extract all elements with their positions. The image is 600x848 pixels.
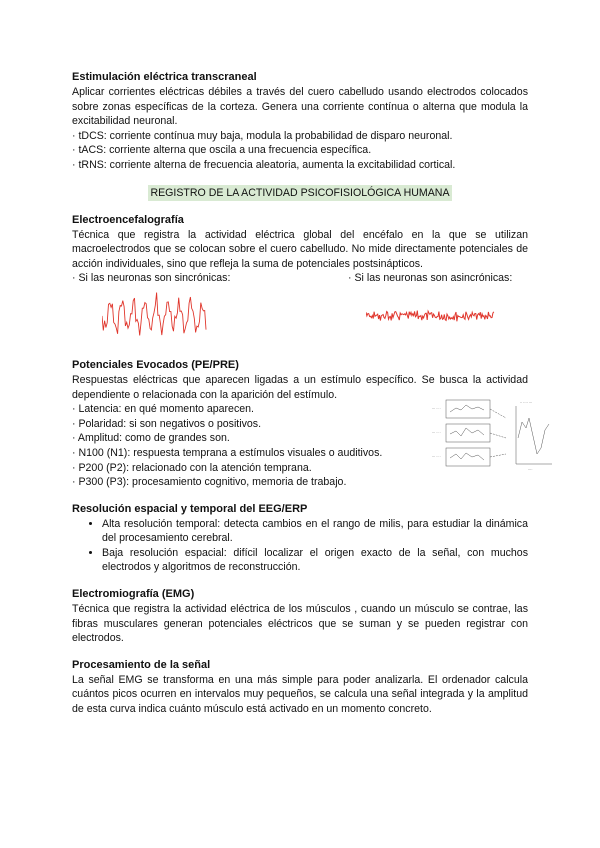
- sync-label: · Si las neuronas son sincrónicas:: [72, 272, 231, 285]
- list-item: · P300 (P3): procesamiento cognitivo, memoria de trabajo.: [72, 476, 347, 489]
- erp-figure-image: [430, 398, 554, 474]
- section-title: Procesamiento de la señal: [72, 658, 211, 671]
- section-emg: [72, 587, 528, 646]
- svg-text:··· ·· ·: ··· ·· ·: [432, 454, 441, 459]
- section-resolucion: [72, 502, 528, 575]
- list-item: · Polaridad: si son negativos o positivos.: [72, 417, 262, 430]
- bullet-list: [72, 517, 528, 575]
- section-banner: REGISTRO DE LA ACTIVIDAD PSICOFISIOLÓGICA HUMANA: [150, 186, 450, 199]
- section-eeg: [72, 213, 528, 358]
- svg-text:··· ·· ·: ··· ·· ·: [432, 430, 441, 435]
- section-title: Estimulación eléctrica transcraneal: [72, 71, 257, 83]
- paragraph: Técnica que registra la actividad eléctrica de los músculos , cuando un músculo se contrae, las fibras musculares generan potenciales eléctricos que se suman y se pueden registrar con electrodos.: [72, 603, 528, 645]
- paragraph: La señal EMG se transforma en una más simple para poder analizarla. El ordenador calcula cuántos picos ocurren en intervalos muy pequeños, se calcula una señal integrada y la amplitud de esta curva indica cuánto músculo está activado en un momento concreto.: [72, 673, 528, 716]
- eeg-labels-row: [72, 271, 528, 286]
- section-title: Electroencefalografía: [72, 213, 184, 226]
- paragraph: Aplicar corrientes eléctricas débiles a través del cuero cabelludo usando electrodos colocados sobre zonas específicas de la corteza. Genera una corriente contínua o alterna que modula la excitabilidad neuronal.: [72, 86, 528, 128]
- asynchronous-wave-image: [366, 296, 496, 336]
- list-item: · tACS: corriente alterna que oscila a una frecuencia específica.: [72, 144, 372, 157]
- section-estimulacion: [72, 70, 528, 173]
- list-item: · P200 (P2): relacionado con la atención temprana.: [72, 461, 312, 474]
- list-item: · Latencia: en qué momento aparecen.: [72, 403, 254, 416]
- list-item: · N100 (N1): respuesta temprana a estímulos visuales o auditivos.: [72, 446, 383, 459]
- eeg-waves: [72, 286, 528, 358]
- paragraph: Respuestas eléctricas que aparecen ligadas a un estímulo específico. Se busca la actividad dependiente o relacionada con la aparición del estímulo.: [72, 373, 528, 401]
- page-content: [72, 70, 533, 717]
- paragraph: Técnica que registra la actividad eléctrica global del encéfalo en la que se utilizan macroelectrodos que se colocan sobre el cuero cabelludo. No mide directamente potenciales de acción individuales, sino que refleja la suma de potenciales postsinápticos.: [72, 228, 528, 270]
- bullet-item: • Baja resolución espacial: difícil localizar el origen exacto de la señal, con muchos electrodos y algoritmos de reconstrucción.: [102, 546, 528, 575]
- banner-wrap: [72, 185, 528, 201]
- svg-text:·· ···· ···: ·· ···· ···: [520, 400, 533, 405]
- list-item: · Amplitud: como de grandes son.: [72, 432, 230, 445]
- section-title: Resolución espacial y temporal del EEG/ERP: [72, 502, 308, 515]
- async-label: · Si las neuronas son asincrónicas:: [348, 272, 513, 285]
- svg-text:··· ·· ·: ··· ·· ·: [432, 406, 441, 411]
- section-title: Potenciales Evocados (PE/PRE): [72, 358, 239, 371]
- synchronous-wave-image: [102, 290, 208, 342]
- list-item: · tRNS: corriente alterna de frecuencia aleatoria, aumenta la excitabilidad cortical.: [72, 158, 456, 171]
- svg-text:····: ····: [528, 467, 533, 472]
- bullet-item: • Alta resolución temporal: detecta cambios en el rango de milis, para estudiar la dinámica del procesamiento cerebral.: [102, 517, 528, 546]
- list-item: · tDCS: corriente contínua muy baja, modula la probabilidad de disparo neuronal.: [72, 129, 453, 142]
- section-title: Electromiografía (EMG): [72, 588, 195, 601]
- section-potenciales-evocados: [72, 358, 533, 490]
- section-procesamiento: [72, 658, 528, 717]
